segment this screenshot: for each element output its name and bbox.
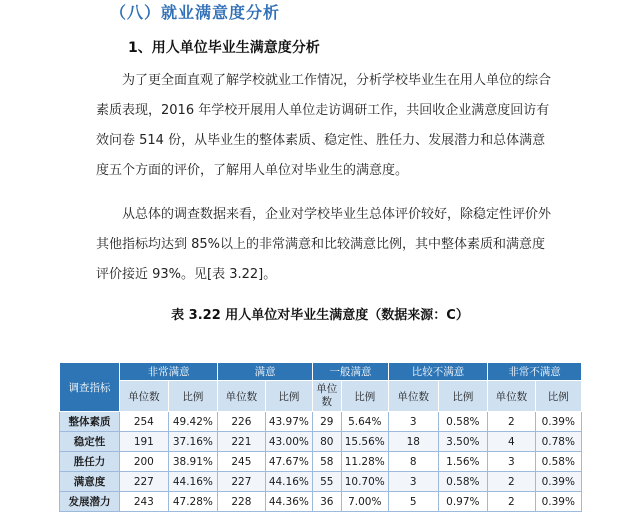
table-corner-header: 调查指标 [60,363,120,412]
table-cell: 10.70% [341,472,388,492]
table-cell: 3 [488,452,535,472]
table-cell: 47.28% [168,492,218,512]
group-header: 非常不满意 [488,363,582,381]
table-cell: 44.36% [265,492,312,512]
table-cell: 29 [313,412,341,432]
table-cell: 58 [313,452,341,472]
table-cell: 3 [388,412,438,432]
table-cell: 1.56% [438,452,488,472]
sub-header: 比例 [168,381,218,412]
table-cell: 11.28% [341,452,388,472]
paragraph-line: 从总体的调查数据来看，企业对学校毕业生总体评价较好，除稳定性评价外 [122,207,552,222]
table-cell: 3.50% [438,432,488,452]
group-header: 比较不满意 [388,363,487,381]
table-cell: 254 [120,412,169,432]
table-group-header-row [60,363,582,381]
table-cell: 3 [388,472,438,492]
table-cell: 245 [218,452,265,472]
table-cell: 243 [120,492,169,512]
table-sub-header-row [60,381,582,412]
sub-title: 1、用人单位毕业生满意度分析 [128,40,320,56]
paragraph-line: 效问卷 514 份，从毕业生的整体素质、稳定性、胜任力、发展潜力和总体满意 [96,133,546,148]
table-cell: 49.42% [168,412,218,432]
sub-header: 单位数 [218,381,265,412]
table-cell: 38.91% [168,452,218,472]
table-cell: 221 [218,432,265,452]
table-cell: 4 [488,432,535,452]
row-label: 整体素质 [60,412,120,432]
paragraph-line: 评价接近 93%。见[表 3.22]。 [96,267,277,282]
table-cell: 2 [488,412,535,432]
table-cell: 44.16% [265,472,312,492]
table-cell: 5 [388,492,438,512]
group-header: 非常满意 [120,363,218,381]
intro-paragraph [96,66,566,186]
paragraph-line: 为了更全面直观了解学校就业工作情况，分析学校毕业生在用人单位的综合 [122,73,552,88]
row-label: 发展潜力 [60,492,120,512]
table-cell: 15.56% [341,432,388,452]
table-cell: 80 [313,432,341,452]
paragraph-line: 素质表现，2016 年学校开展用人单位走访调研工作，共回收企业满意度回访有 [96,103,550,118]
summary-paragraph [96,200,566,290]
sub-header: 比例 [438,381,488,412]
table-cell: 37.16% [168,432,218,452]
table-cell: 0.58% [438,472,488,492]
table-cell: 227 [218,472,265,492]
table-cell: 228 [218,492,265,512]
table-cell: 227 [120,472,169,492]
sub-header: 单位数 [488,381,535,412]
sub-header: 单位数 [388,381,438,412]
table-cell: 200 [120,452,169,472]
table-cell: 0.58% [535,452,581,472]
paragraph-line: 度五个方面的评价，了解用人单位对毕业生的满意度。 [96,163,409,178]
table-cell: 55 [313,472,341,492]
table-cell: 5.64% [341,412,388,432]
sub-header: 单位 数 [313,381,341,412]
table-row [60,452,582,472]
table-cell: 8 [388,452,438,472]
table-row [60,472,582,492]
table-row [60,432,582,452]
sub-header: 比例 [341,381,388,412]
table-cell: 0.39% [535,412,581,432]
group-header: 一般满意 [313,363,389,381]
table-cell: 43.97% [265,412,312,432]
sub-header: 比例 [265,381,312,412]
table-cell: 7.00% [341,492,388,512]
row-label: 满意度 [60,472,120,492]
table-row [60,492,582,512]
table-cell: 0.58% [438,412,488,432]
table-cell: 0.97% [438,492,488,512]
satisfaction-table [59,362,582,512]
table-cell: 2 [488,472,535,492]
table-cell: 0.78% [535,432,581,452]
table-cell: 0.39% [535,492,581,512]
sub-header: 单位数 [120,381,169,412]
table-cell: 2 [488,492,535,512]
table-cell: 18 [388,432,438,452]
row-label: 胜任力 [60,452,120,472]
table-cell: 36 [313,492,341,512]
table-cell: 44.16% [168,472,218,492]
table-caption: 表 3.22 用人单位对毕业生满意度（数据来源：C） [171,308,469,323]
table-cell: 191 [120,432,169,452]
table-row [60,412,582,432]
table-cell: 43.00% [265,432,312,452]
row-label: 稳定性 [60,432,120,452]
sub-header: 比例 [535,381,581,412]
table-cell: 47.67% [265,452,312,472]
paragraph-line: 其他指标均达到 85%以上的非常满意和比较满意比例，其中整体素质和满意度 [96,237,546,252]
group-header: 满意 [218,363,313,381]
table-cell: 226 [218,412,265,432]
table-cell: 0.39% [535,472,581,492]
section-title: （八）就业满意度分析 [110,3,281,22]
